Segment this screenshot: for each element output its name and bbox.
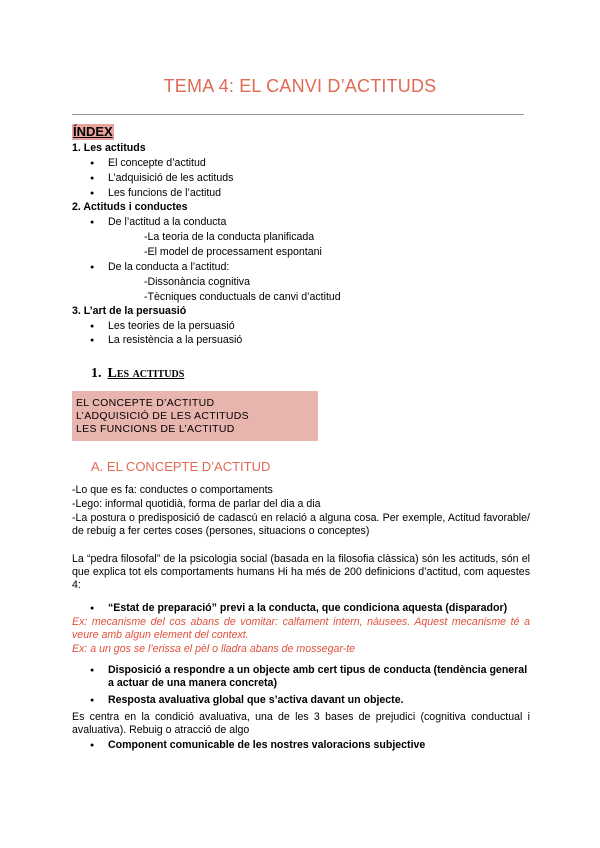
bullet-text: Disposició a respondre a un objecte amb cert tipus de conducta (tendència general a actuar de una manera concreta) [108,664,528,689]
index-item: ● Les teories de la persuasió [108,320,235,333]
index-item: ● El concepte d’actitud [108,157,206,170]
index-item: ● La resistència a la persuasió [108,334,242,347]
example-text: Ex: mecanisme del cos abans de vomitar: calfament intern, nàusees. Aquest mecanisme té a veure amb algun element del context. [72,616,530,641]
definition-paragraph: -La postura o predisposició de cadascú en relació a alguna cosa. Per exemple, Actitud favorable/ de rebuig a fer certes coses (persones, situacions o conceptes) [72,512,530,537]
index-item: ● De l’actitud a la conducta [108,216,226,229]
index-section-2: 2. Actituds i conductes [72,201,188,213]
evaluative-paragraph: Es centra en la condició avaluativa, una de les 3 bases de prejudici (cognitiva conductual i avaluativa). Rebuig o atracció de algo [72,711,530,736]
section-heading [91,366,184,382]
index-subitem: -Tècniques conductuals de canvi d’actitud [144,291,341,303]
index-subitem: -Dissonància cognitiva [144,276,250,288]
index-section-1: 1. Les actituds [72,142,146,154]
definition-bullet: ● Resposta avaluativa global que s’activa davant un objecte. [108,694,404,707]
definition-bullet: ● Component comunicable de les nostres valoracions subjective [108,739,425,752]
page-title: TEMA 4: EL CANVI D’ACTITUDS [163,76,437,96]
definition-line: -Lo que es fa: conductes o comportaments [72,484,273,496]
topic-line: LES FUNCIONS DE L’ACTITUD [76,423,235,435]
definition-bullet [108,664,530,690]
index-item: ● L’adquisició de les actituds [108,172,233,185]
index-subitem: -El model de processament espontani [144,246,322,258]
topics-box [72,391,318,441]
subsection-heading: A. EL CONCEPTE D’ACTITUD [91,459,271,474]
index-heading: ÍNDEX [73,124,113,139]
topic-line: L’ADQUISICIÓ DE LES ACTITUDS [76,410,249,422]
title-divider [72,114,524,115]
intro-paragraph: La “pedra filosofal” de la psicologia social (basada en la filosofia clàssica) són les actituds, són el que explica tot els comportaments humans Hi ha més de 200 definicions d’actitud, com aquestes 4: [72,553,530,591]
index-item: ● Les funcions de l’actitud [108,187,221,200]
index-section-3: 3. L’art de la persuasió [72,305,187,317]
topic-line: EL CONCEPTE D’ACTITUD [76,397,215,409]
index-subitem: -La teoria de la conducta planificada [144,231,315,243]
section-title: Les actituds [107,366,185,381]
section-number: 1. [91,366,102,381]
example-text: Ex: a un gos se l’erissa el pèl o lladra abans de mossegar-te [72,643,356,655]
definition-line: -Lego: informal quotidià, forma de parlar del dia a dia [72,498,321,510]
index-item: ● De la conducta a l’actitud: [108,261,229,274]
definition-bullet: ● “Estat de preparació” previ a la conducta, que condiciona aquesta (disparador) [108,602,507,615]
